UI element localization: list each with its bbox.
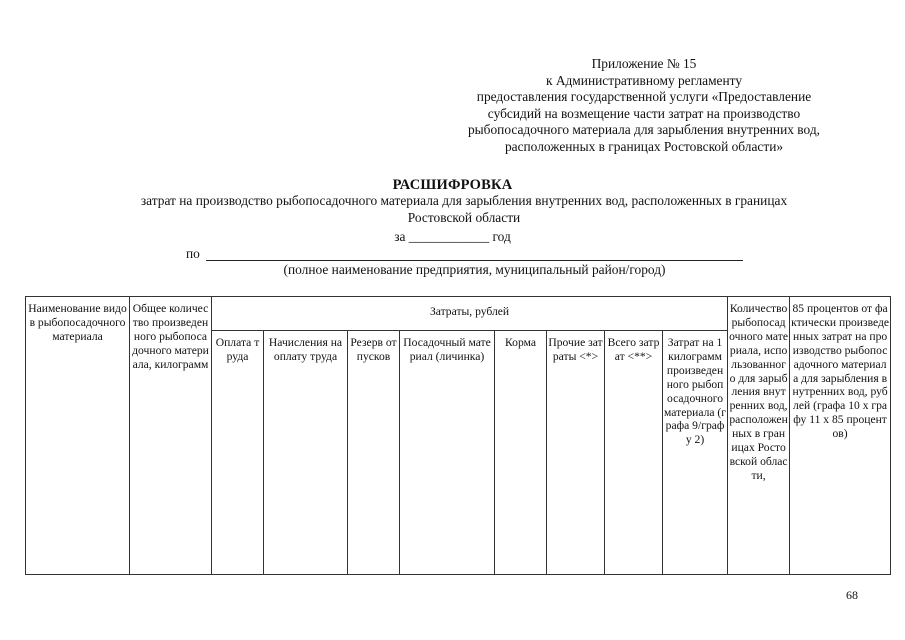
cost-breakdown-table (25, 296, 891, 575)
appendix-line: к Административному регламенту (545, 72, 743, 88)
header-cell-quantity-used: Количество рыбопосадочного материала, использованного для зарыбления внутренних вод, расположенных в границах Ростовской области, (728, 297, 790, 575)
appendix-header (432, 56, 856, 156)
header-cell-stocking-material: Посадочный материал (личинка) (400, 331, 495, 575)
page-number: 68 (846, 588, 858, 602)
subtitle-line: затрат на производство рыбопосадочного материала для зарыбления внутренних вод, расположенных в границах (140, 193, 788, 208)
enterprise-name-caption: (полное наименование предприятия, муниципальный район/город) (283, 262, 666, 277)
enterprise-name-blank (206, 260, 743, 261)
header-cell-feed: Корма (495, 331, 547, 575)
appendix-line: предоставления государственной услуги «Предоставление (476, 89, 812, 105)
header-cell-labor: Оплата труда (212, 331, 264, 575)
header-cell-cost-per-kg: Затрат на 1 килограмм произведенного рыбопосадочного материала (графа 9/графу 2) (663, 331, 728, 575)
header-cell-name: Наименование видов рыбопосадочного материала (26, 297, 130, 575)
table-header-row (26, 297, 891, 331)
header-cell-total-costs: Всего затрат <**> (605, 331, 663, 575)
appendix-line: рыбопосадочного материала для зарыбления внутренних вод, (467, 122, 821, 138)
header-cell-85-percent: 85 процентов от фактически произведенных затрат на производство рыбопосадочного материала для зарыбления внутренних вод, рублей (графа 10 х графу 11 х 85 процентов) (790, 297, 891, 575)
header-cell-total-quantity: Общее количество произведенного рыбопосадочного материала, килограмм (130, 297, 212, 575)
subtitle-line: Ростовской области (407, 209, 521, 225)
header-cell-vacation-reserve: Резерв отпусков (348, 331, 400, 575)
document-subtitle (40, 193, 888, 226)
enterprise-prefix: по (186, 246, 200, 261)
reporting-year-line: за ____________ год (394, 229, 511, 244)
document-title: РАСШИФРОВКА (392, 177, 513, 193)
appendix-line: Приложение № 15 (591, 56, 697, 71)
header-cell-costs-group: Затраты, рублей (212, 297, 728, 331)
appendix-line: субсидий на возмещение части затрат на производство (487, 105, 801, 121)
header-cell-labor-charges: Начисления на оплату труда (264, 331, 348, 575)
header-cell-other-costs: Прочие затраты <*> (547, 331, 605, 575)
appendix-line: расположенных в границах Ростовской области» (504, 138, 784, 154)
